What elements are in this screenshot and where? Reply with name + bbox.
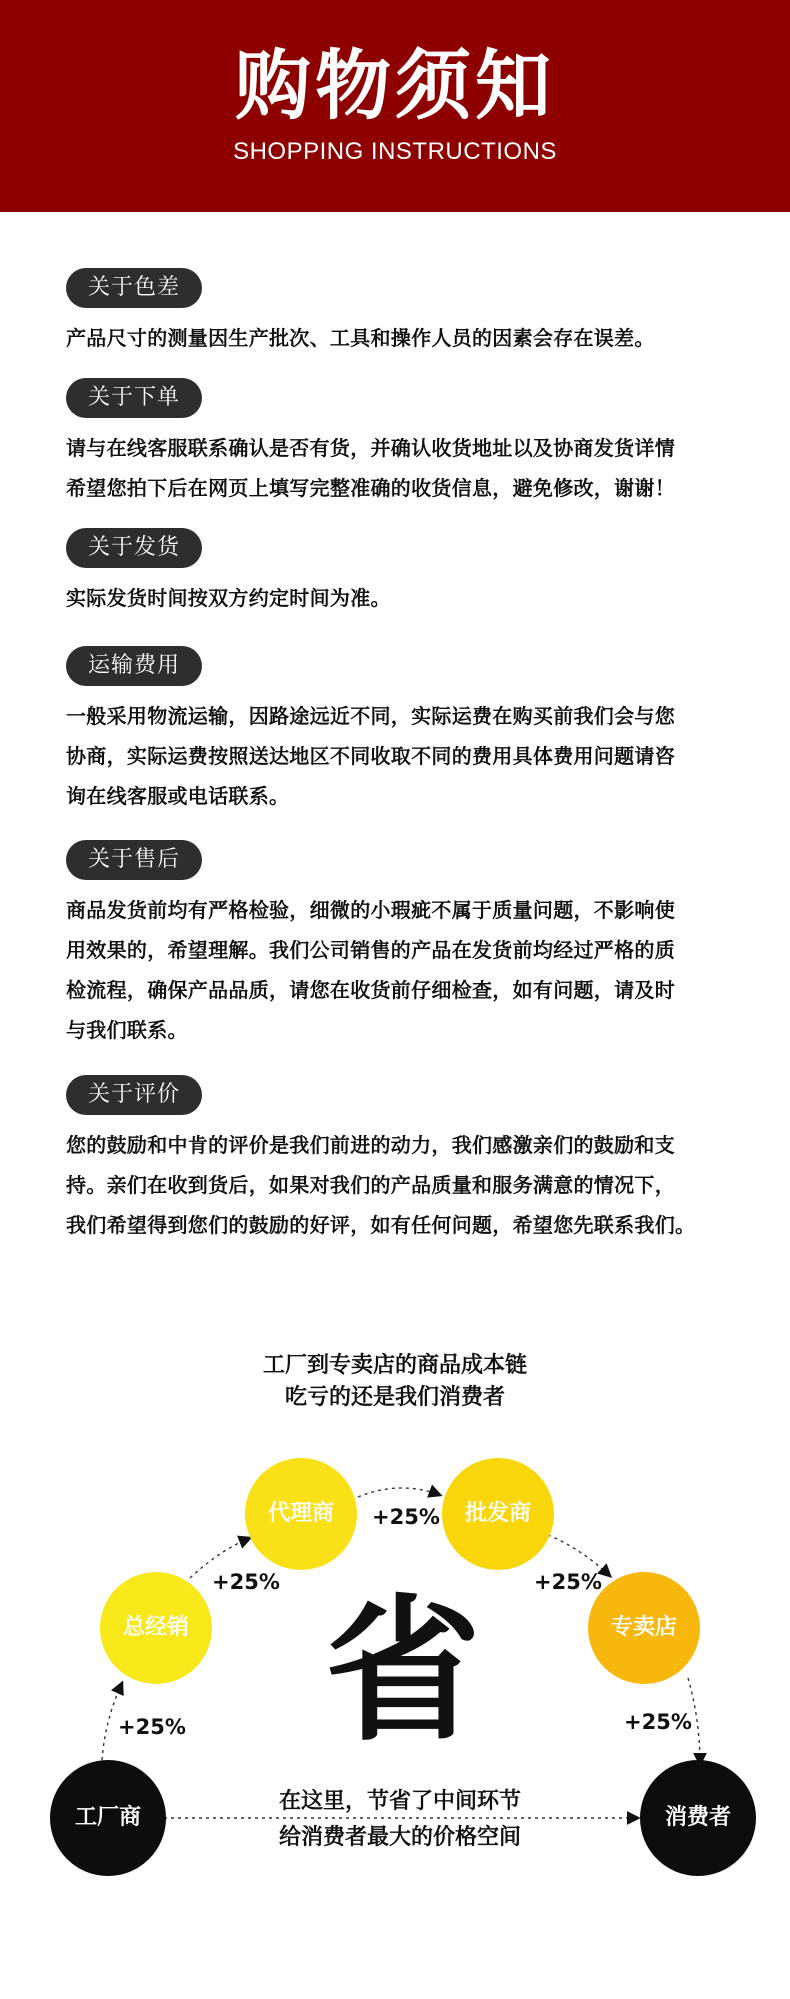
section-text: 商品发货前均有严格检验，细微的小瑕疵不属于质量问题，不影响使 bbox=[66, 898, 675, 922]
save-text-line1: 在这里，节省了中间环节 bbox=[278, 1789, 521, 1814]
node-distributor bbox=[100, 1572, 212, 1684]
node-wholesaler bbox=[442, 1458, 554, 1570]
section-text: 协商，实际运费按照送达地区不同收取不同的费用具体费用问题请咨 bbox=[66, 744, 675, 768]
section-text: 希望您拍下后在网页上填写完整准确的收货信息，避免修改，谢谢！ bbox=[66, 476, 675, 500]
section-label: 关于发货 bbox=[66, 528, 202, 568]
node-factory bbox=[50, 1760, 166, 1876]
section-text: 请与在线客服联系确认是否有货，并确认收货地址以及协商发货详情 bbox=[66, 436, 675, 460]
markup-label: +25% bbox=[212, 1570, 280, 1594]
section-text: 一般采用物流运输，因路途远近不同，实际运费在购买前我们会与您 bbox=[66, 704, 675, 728]
node-agent bbox=[245, 1458, 357, 1570]
save-character: 省 bbox=[325, 1580, 481, 1762]
section-label: 关于下单 bbox=[66, 378, 202, 418]
node-wholesaler-label: 批发商 bbox=[464, 1501, 531, 1526]
node-consumer bbox=[640, 1760, 756, 1876]
node-store-label: 专卖店 bbox=[610, 1615, 677, 1640]
section-text: 实际发货时间按双方约定时间为准。 bbox=[66, 586, 391, 610]
section-label: 运输费用 bbox=[66, 646, 202, 686]
section-label: 关于评价 bbox=[66, 1075, 202, 1115]
section-text: 检流程，确保产品品质，请您在收货前仔细检查，如有问题，请及时 bbox=[66, 978, 675, 1002]
chain-title-line1: 工厂到专卖店的商品成本链 bbox=[262, 1353, 527, 1378]
page-subtitle: SHOPPING INSTRUCTIONS bbox=[233, 138, 557, 165]
section-text: 持。亲们在收到货后，如果对我们的产品质量和服务满意的情况下， bbox=[66, 1173, 675, 1197]
arrow-agent-to-wholesaler bbox=[358, 1488, 440, 1497]
node-distributor-label: 总经销 bbox=[122, 1615, 189, 1640]
section-text: 产品尺寸的测量因生产批次、工具和操作人员的因素会存在误差。 bbox=[66, 326, 655, 350]
node-agent-label: 代理商 bbox=[267, 1501, 334, 1526]
markup-label: +25% bbox=[534, 1570, 602, 1594]
markup-label: +25% bbox=[372, 1505, 440, 1529]
section-text: 您的鼓励和中肯的评价是我们前进的动力，我们感激亲们的鼓励和支 bbox=[66, 1133, 675, 1157]
save-text-line2: 给消费者最大的价格空间 bbox=[278, 1825, 521, 1850]
node-store bbox=[588, 1572, 700, 1684]
node-consumer-label: 消费者 bbox=[664, 1805, 731, 1830]
markup-label: +25% bbox=[118, 1715, 186, 1739]
markup-label: +25% bbox=[624, 1710, 692, 1734]
section-text: 与我们联系。 bbox=[66, 1018, 188, 1042]
section-text: 询在线客服或电话联系。 bbox=[66, 784, 290, 808]
chain-title-line2: 吃亏的还是我们消费者 bbox=[284, 1385, 505, 1410]
section-text: 我们希望得到您们的鼓励的好评，如有任何问题，希望您先联系我们。 bbox=[66, 1213, 696, 1237]
page-title: 购物须知 bbox=[235, 41, 555, 130]
section-label: 关于色差 bbox=[66, 268, 202, 308]
section-text: 用效果的，希望理解。我们公司销售的产品在发货前均经过严格的质 bbox=[66, 938, 675, 962]
section-label: 关于售后 bbox=[66, 840, 202, 880]
node-factory-label: 工厂商 bbox=[74, 1805, 141, 1830]
